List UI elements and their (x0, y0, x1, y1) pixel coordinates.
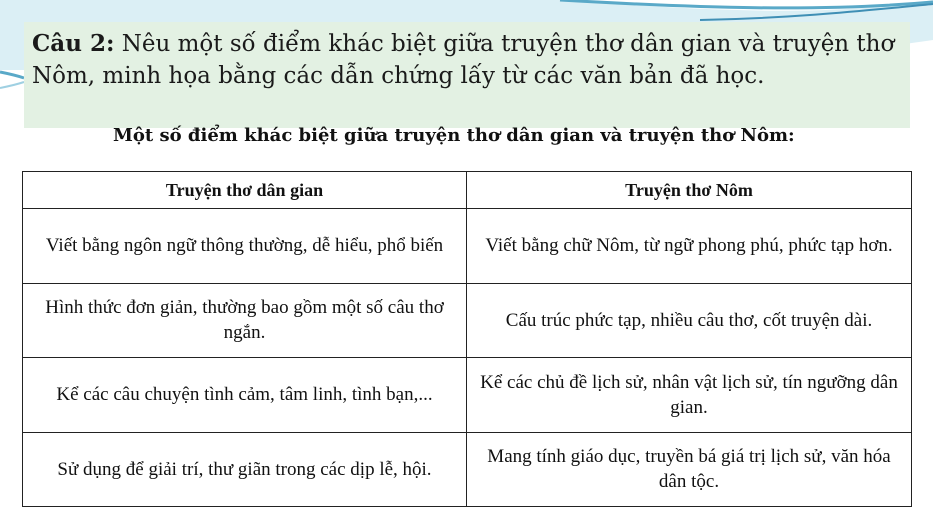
section-subtitle: Một số điểm khác biệt giữa truyện thơ dân gian và truyện thơ Nôm: (113, 125, 795, 146)
table-row (23, 209, 912, 284)
table-row (23, 358, 912, 433)
question-box (24, 22, 910, 128)
question-label: Câu 2: (32, 30, 115, 57)
table-cell: Mang tính giáo dục, truyền bá giá trị lịch sử, văn hóa dân tộc. (467, 432, 912, 507)
question-text: Nêu một số điểm khác biệt giữa truyện thơ dân gian và truyện thơ Nôm, minh họa bằng các dẫn chứng lấy từ các văn bản đã học. (32, 31, 895, 89)
header-nom-verse-tale: Truyện thơ Nôm (467, 172, 912, 209)
table-row (23, 432, 912, 507)
table-row (23, 283, 912, 358)
table-cell: Cấu trúc phức tạp, nhiều câu thơ, cốt truyện dài. (467, 283, 912, 358)
table-cell: Kể các câu chuyện tình cảm, tâm linh, tình bạn,... (23, 358, 467, 433)
table-cell: Kể các chủ đề lịch sử, nhân vật lịch sử, tín ngưỡng dân gian. (467, 358, 912, 433)
comparison-table (22, 171, 912, 507)
table-cell: Sử dụng để giải trí, thư giãn trong các dịp lễ, hội. (23, 432, 467, 507)
table-cell: Hình thức đơn giản, thường bao gồm một số câu thơ ngắn. (23, 283, 467, 358)
table-cell: Viết bằng ngôn ngữ thông thường, dễ hiểu, phổ biến (23, 209, 467, 284)
table-header-row (23, 172, 912, 209)
table-cell: Viết bằng chữ Nôm, từ ngữ phong phú, phức tạp hơn. (467, 209, 912, 284)
header-folk-verse-tale: Truyện thơ dân gian (23, 172, 467, 209)
